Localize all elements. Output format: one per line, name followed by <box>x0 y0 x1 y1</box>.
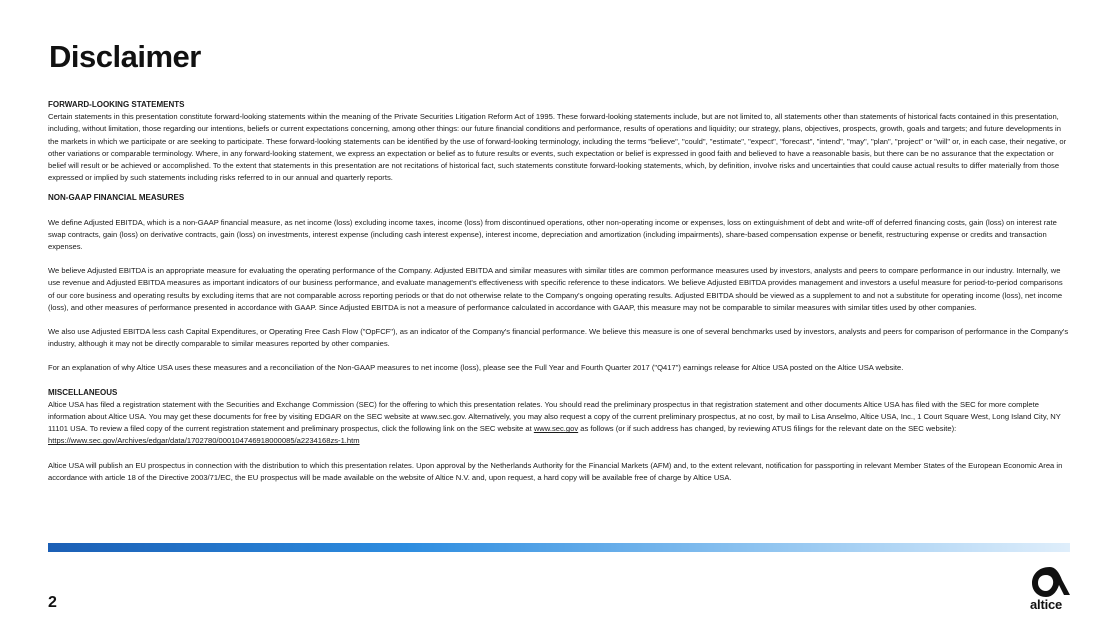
non-gaap-paragraph-1: We define Adjusted EBITDA, which is a non-GAAP financial measure, as net income (loss) excluding income taxes, income (loss) from discontinued operations, other non-operating income or expenses, loss on extinguishment of debt and write-off of deferred financing costs, gain (loss) on interest rate swap contracts, gain (loss) on derivative contracts, gain (loss) on investments, interest expense (including cash interest expense), interest income, depreciation and amortization (including impairments), share-based compensation expense or benefit, restructuring expense or credits and transaction expenses. <box>48 217 1057 252</box>
misc-text-before-link: Altice USA has filed a registration statement with the Securities and Exchange Commission (SEC) for the offering to which this presentation relates. You should read the preliminary prospectus in that registration statement and other documents Altice USA has filed with the SEC for more complete information about Altice USA. You may get these documents for free by visiting EDGAR on the SEC website at www.sec.gov. Alternatively, you may also request a copy of the current preliminary prospectus, at no cost, by mail to Lisa Anselmo, Altice USA, Inc., 1 Court Square West, Long Island City, NY 11101 USA. To review a filed copy of the current registration statement and preliminary prospectus, click the following link on the SEC website at <box>48 399 1061 434</box>
registration-statement-link[interactable]: https://www.sec.gov/Archives/edgar/data/1702780/000104746918000085/a2234168zs-1.htm <box>48 436 360 446</box>
footer-gradient-bar <box>48 543 1070 552</box>
forward-looking-heading: FORWARD-LOOKING STATEMENTS <box>48 100 185 109</box>
miscellaneous-paragraph-2: Altice USA will publish an EU prospectus in connection with the distribution to which this presentation relates. Upon approval by the Netherlands Authority for the Financial Markets (AFM) and, to the extent relevant, notification for passporting in relevant Member States of the European Economic Area in accordance with article 18 of the Directive 2003/71/EC, the EU prospectus will be made available on the website of Altice N.V. and, upon request, a hard copy will be available free of charge by Altice USA. <box>48 460 1063 482</box>
forward-looking-paragraph: Certain statements in this presentation constitute forward-looking statements within the meaning of the Private Securities Litigation Reform Act of 1995. These forward-looking statements include, but are not limited to, all statements other than statements of historical facts contained in this presentation, including, without limitation, those regarding our intentions, beliefs or current expectations concerning, among other things: our future financial conditions and performance, results of operations and liquidity; our strategy, plans, objectives, prospects, growth, goals and targets; and future developments in the markets in which we participate or are seeking to participate. These forward-looking statements can be identified by the use of forward-looking terminology, including the terms "believe", "could", "estimate", "expect", "forecast", "intend", "may", "plan", "project" or "will" or, in each case, their negative, or other variations or comparable terminology. Where, in any forward-looking statement, we express an expectation or belief as to future results or events, such expectation or belief is expressed in good faith and believed to have a reasonable basis, but there can be no assurance that the expectation or belief will result or be achieved or accomplished. To the extent that statements in this presentation are not recitations of historical fact, such statements constitute forward-looking statements, which, by definition, involve risks and uncertainties that could cause actual results to differ materially from those expressed or implied by such statements including risks referred to in our annual and quarterly reports. <box>48 112 1067 183</box>
page-number: 2 <box>48 594 57 611</box>
miscellaneous-heading: MISCELLANEOUS <box>48 387 118 397</box>
non-gaap-paragraph-2: We believe Adjusted EBITDA is an appropriate measure for evaluating the operating performance of the Company. Adjusted EBITDA and similar measures with similar titles are common performance measures used by investors, analysts and peers to compare performance in our industry. Internally, we use revenue and Adjusted EBITDA measures as important indicators of our business performance, and evaluate management's effectiveness with specific reference to these indicators. We believe Adjusted EBITDA provides management and investors a useful measure for period-to-period comparisons of our core business and operating results by excluding items that are not comparable across reporting periods or that do not otherwise relate to the Company's ongoing operating results. Adjusted EBITDA should be viewed as a supplement to and not a substitute for operating income (loss), net income (loss), and other measures of performance presented in accordance with GAAP. Since Adjusted EBITDA is not a measure of performance calculated in accordance with GAAP, this measure may not be comparable to similar measures with similar titles used by other companies. <box>48 266 1063 312</box>
non-gaap-heading: NON-GAAP FINANCIAL MEASURES <box>48 193 185 203</box>
page-title: Disclaimer <box>49 39 201 74</box>
miscellaneous-paragraph-1 <box>48 399 1070 436</box>
misc-text-after-link: as follows (or if such address has changed, by reviewing ATUS filings for the relevant date on the SEC website): <box>578 424 957 434</box>
altice-logo-text: altice <box>1030 597 1063 612</box>
non-gaap-paragraph-4: For an explanation of why Altice USA uses these measures and a reconciliation of the Non-GAAP measures to net income (loss), please see the Full Year and Fourth Quarter 2017 ("Q417") earnings release for Altice USA posted on the Altice USA website. <box>48 363 904 373</box>
sec-website-link[interactable]: www.sec.gov <box>533 424 579 434</box>
non-gaap-paragraph-3: We also use Adjusted EBITDA less cash Capital Expenditures, or Operating Free Cash Flow ("OpFCF"), as an indicator of the Company's financial performance. We believe this measure is one of several benchmarks used by investors, analysts and peers for comparison of performance in the Company's industry, although it may not be directly comparable to similar measures reported by other companies. <box>48 327 1069 349</box>
disclaimer-body <box>48 99 1070 484</box>
